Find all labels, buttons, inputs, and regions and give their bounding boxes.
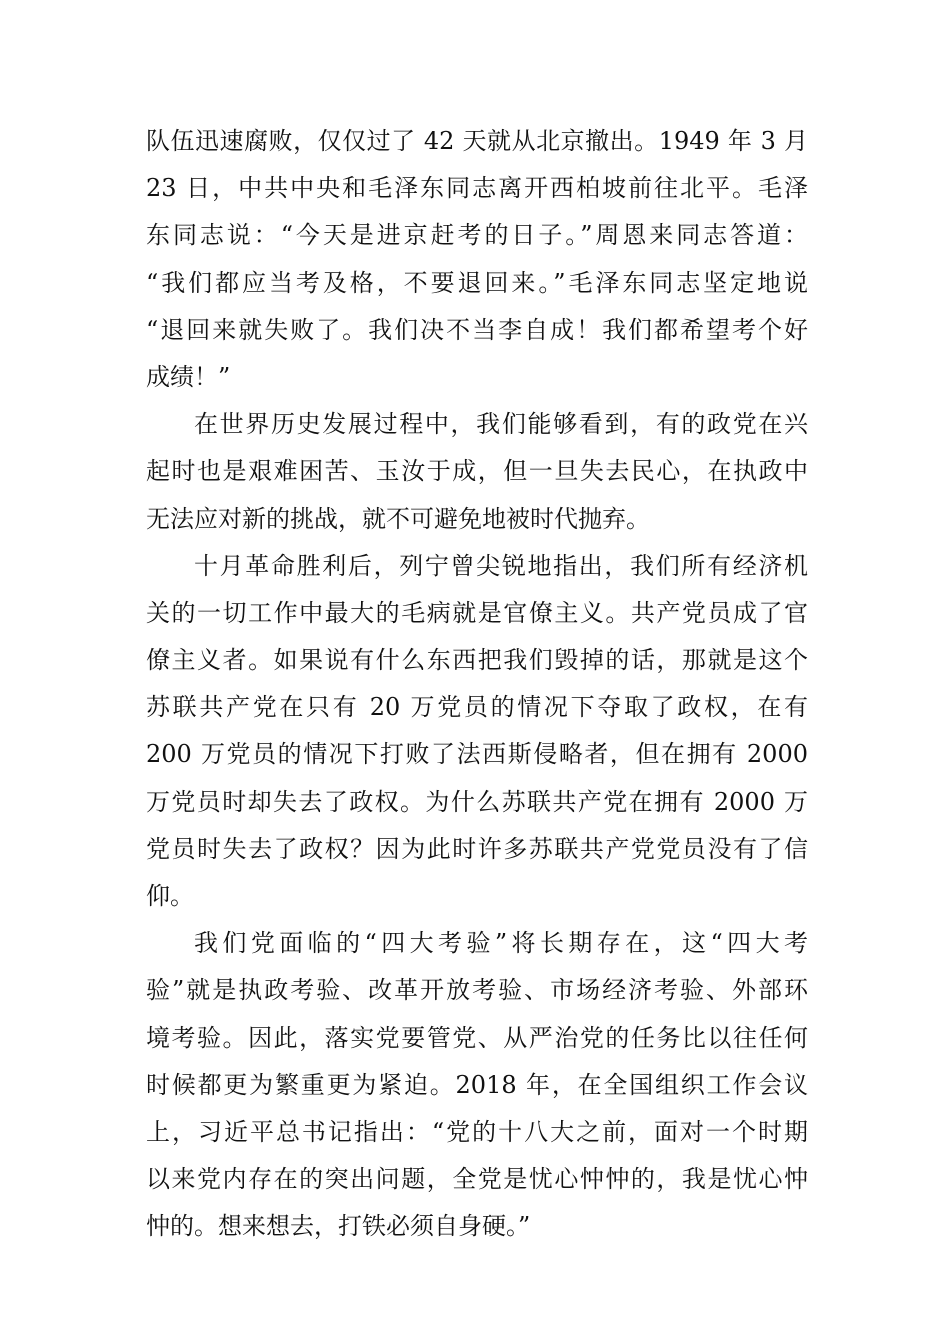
text-line: 我们党面临的“四大考验”将长期存在，这“四大考 [194, 929, 808, 958]
text-line: 忡的。想来想去，打铁必须自身硬。” [146, 1212, 531, 1241]
text-line: 僚主义者。如果说有什么东西把我们毁掉的话，那就是这个 [146, 646, 808, 675]
text-line: 200 万党员的情况下打败了法西斯侵略者，但在拥有 2000 [146, 740, 808, 769]
text-line: 苏联共产党在只有 20 万党员的情况下夺取了政权，在有 [146, 693, 808, 722]
text-line: 在世界历史发展过程中，我们能够看到，有的政党在兴 [194, 410, 808, 439]
text-line: 境考验。因此，落实党要管党、从严治党的任务比以往任何 [146, 1023, 808, 1052]
text-line: 关的一切工作中最大的毛病就是官僚主义。共产党员成了官 [146, 598, 808, 627]
text-line: 党员时失去了政权？因为此时许多苏联共产党党员没有了信 [146, 834, 808, 863]
text-line: 23 日，中共中央和毛泽东同志离开西柏坡前往北平。毛泽 [146, 174, 808, 203]
text-line: 验”就是执政考验、改革开放考验、市场经济考验、外部环 [146, 976, 808, 1005]
text-line: 万党员时却失去了政权。为什么苏联共产党在拥有 2000 万 [146, 787, 808, 816]
text-line: 十月革命胜利后，列宁曾尖锐地指出，我们所有经济机 [194, 551, 808, 580]
text-line: “退回来就失败了。我们决不当李自成！我们都希望考个好 [146, 315, 808, 344]
text-line: 时候都更为繁重更为紧迫。2018 年，在全国组织工作会议 [146, 1070, 808, 1099]
text-line: 无法应对新的挑战，就不可避免地被时代抛弃。 [146, 504, 650, 533]
text-line: 以来党内存在的突出问题，全党是忧心忡忡的，我是忧心忡 [146, 1165, 808, 1194]
text-line: 上，习近平总书记指出：“党的十八大之前，面对一个时期 [146, 1117, 808, 1146]
text-line: 东同志说：“今天是进京赶考的日子。”周恩来同志答道： [146, 221, 808, 250]
text-line: 仰。 [146, 882, 194, 910]
body-text [146, 118, 808, 1251]
text-line: 成绩！” [146, 362, 231, 391]
text-line: 队伍迅速腐败，仅仅过了 42 天就从北京撤出。1949 年 3 月 [146, 127, 808, 155]
text-line: “我们都应当考及格，不要退回来。”毛泽东同志坚定地说 [146, 268, 808, 297]
text-line: 起时也是艰难困苦、玉汝于成，但一旦失去民心，在执政中 [146, 457, 808, 486]
